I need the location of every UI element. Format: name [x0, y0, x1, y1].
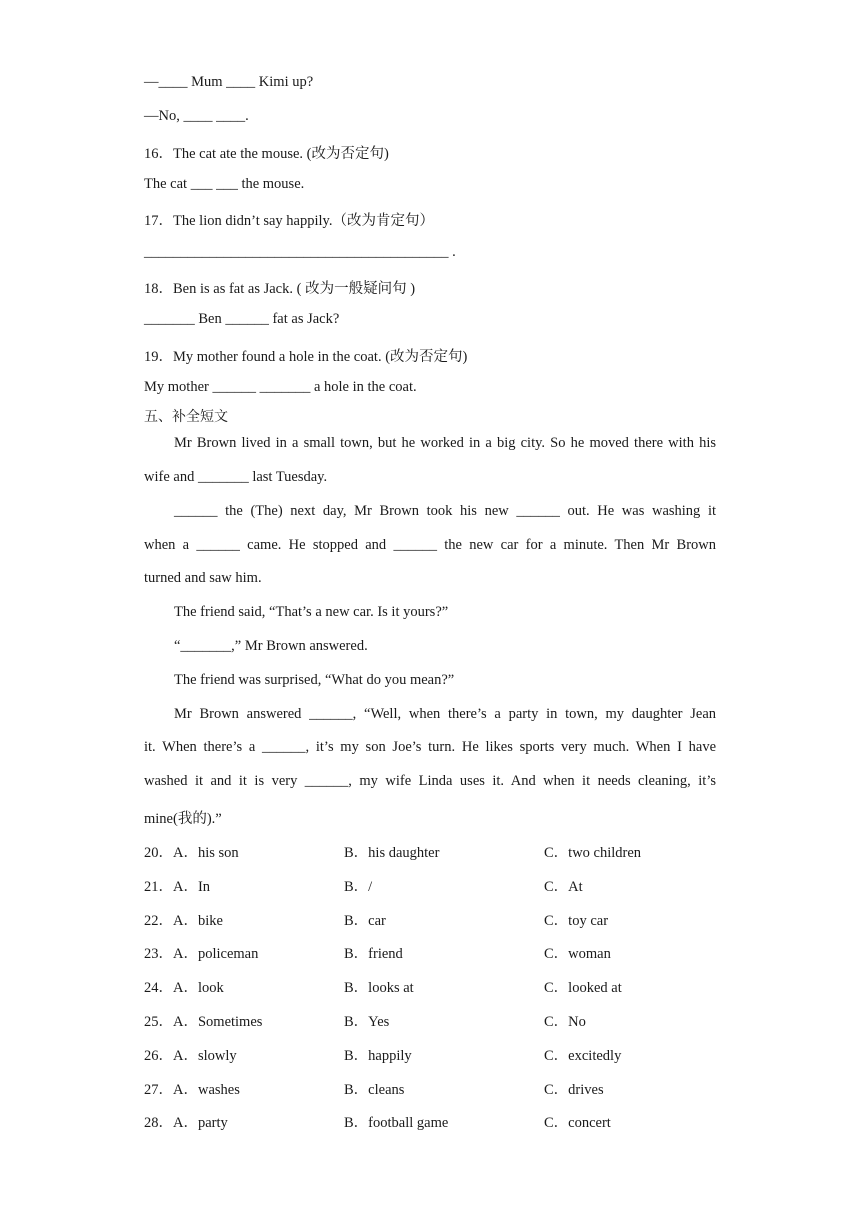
passage-line: The friend was surprised, “What do you mean?”	[174, 672, 455, 688]
answer-16: The cat ___ ___ the mouse.	[144, 176, 305, 192]
passage-line: “_______,” Mr Brown answered.	[174, 638, 368, 654]
passage-line: Mr Brown answered ______, “Well, when there’s a party in town, my daughter Jean	[174, 706, 716, 722]
option-c: C．looked at	[544, 980, 622, 996]
option-c: C．concert	[544, 1115, 611, 1131]
option-c: C．two children	[544, 845, 642, 861]
option-c: C．excitedly	[544, 1048, 622, 1064]
option-row-20	[144, 841, 744, 861]
question-17: 17．The lion didn’t say happily.（改为肯定句）	[144, 213, 434, 229]
option-a: 21．A．In	[144, 879, 211, 895]
option-row-21	[144, 875, 744, 895]
option-b: B．Yes	[344, 1014, 390, 1030]
option-a: 26．A．slowly	[144, 1048, 237, 1064]
dialog-line-2: —No, ____ ____.	[144, 108, 249, 124]
option-c: C．drives	[544, 1082, 604, 1098]
passage-line: wife and _______ last Tuesday.	[144, 469, 328, 485]
passage-line: washed it and it is very ______, my wife Linda uses it. And when it needs cleaning, it’s	[144, 773, 716, 789]
option-row-28	[144, 1111, 744, 1131]
option-row-27	[144, 1078, 744, 1098]
option-b: B．football game	[344, 1115, 449, 1131]
option-row-26	[144, 1044, 744, 1064]
option-c: C．At	[544, 879, 583, 895]
option-row-25	[144, 1010, 744, 1030]
option-b: B．happily	[344, 1048, 412, 1064]
option-b: B．/	[344, 879, 373, 895]
question-18: 18．Ben is as fat as Jack. ( 改为一般疑问句 )	[144, 281, 416, 297]
dialog-line-1: —____ Mum ____ Kimi up?	[144, 74, 314, 90]
option-a: 28．A．party	[144, 1115, 228, 1131]
option-c: C．No	[544, 1014, 586, 1030]
passage-line: ______ the (The) next day, Mr Brown took his new ______ out. He was washing it	[174, 503, 716, 519]
passage-line: The friend said, “That’s a new car. Is it yours?”	[174, 604, 449, 620]
option-b: B．cleans	[344, 1082, 405, 1098]
option-a: 23．A．policeman	[144, 946, 259, 962]
option-row-24	[144, 976, 744, 996]
passage-line: it. When there’s a ______, it’s my son Joe’s turn. He likes sports very much. When I have	[144, 739, 716, 755]
option-b: B．car	[344, 913, 386, 929]
option-row-22	[144, 909, 744, 929]
option-c: C．toy car	[544, 913, 609, 929]
option-b: B．his daughter	[344, 845, 440, 861]
option-b: B．friend	[344, 946, 403, 962]
option-c: C．woman	[544, 946, 611, 962]
passage-line: when a ______ came. He stopped and ______ the new car for a minute. Then Mr Brown	[144, 537, 716, 553]
option-row-23	[144, 942, 744, 962]
answer-18: _______ Ben ______ fat as Jack?	[144, 311, 340, 327]
option-a: 22．A．bike	[144, 913, 223, 929]
question-19: 19．My mother found a hole in the coat. (改为否定句)	[144, 349, 468, 365]
answer-19: My mother ______ _______ a hole in the coat.	[144, 379, 417, 395]
option-a: 25．A．Sometimes	[144, 1014, 263, 1030]
passage-line: mine(我的).”	[144, 811, 222, 827]
answer-17: __________________________________________ .	[144, 244, 456, 260]
option-b: B．looks at	[344, 980, 414, 996]
section-title: 五、补全短文	[144, 409, 228, 425]
passage-line: turned and saw him.	[144, 570, 262, 586]
option-a: 27．A．washes	[144, 1082, 240, 1098]
option-a: 24．A．look	[144, 980, 224, 996]
question-16: 16．The cat ate the mouse. (改为否定句)	[144, 146, 389, 162]
passage-line: Mr Brown lived in a small town, but he worked in a big city. So he moved there with his	[174, 435, 716, 451]
option-a: 20．A．his son	[144, 845, 239, 861]
